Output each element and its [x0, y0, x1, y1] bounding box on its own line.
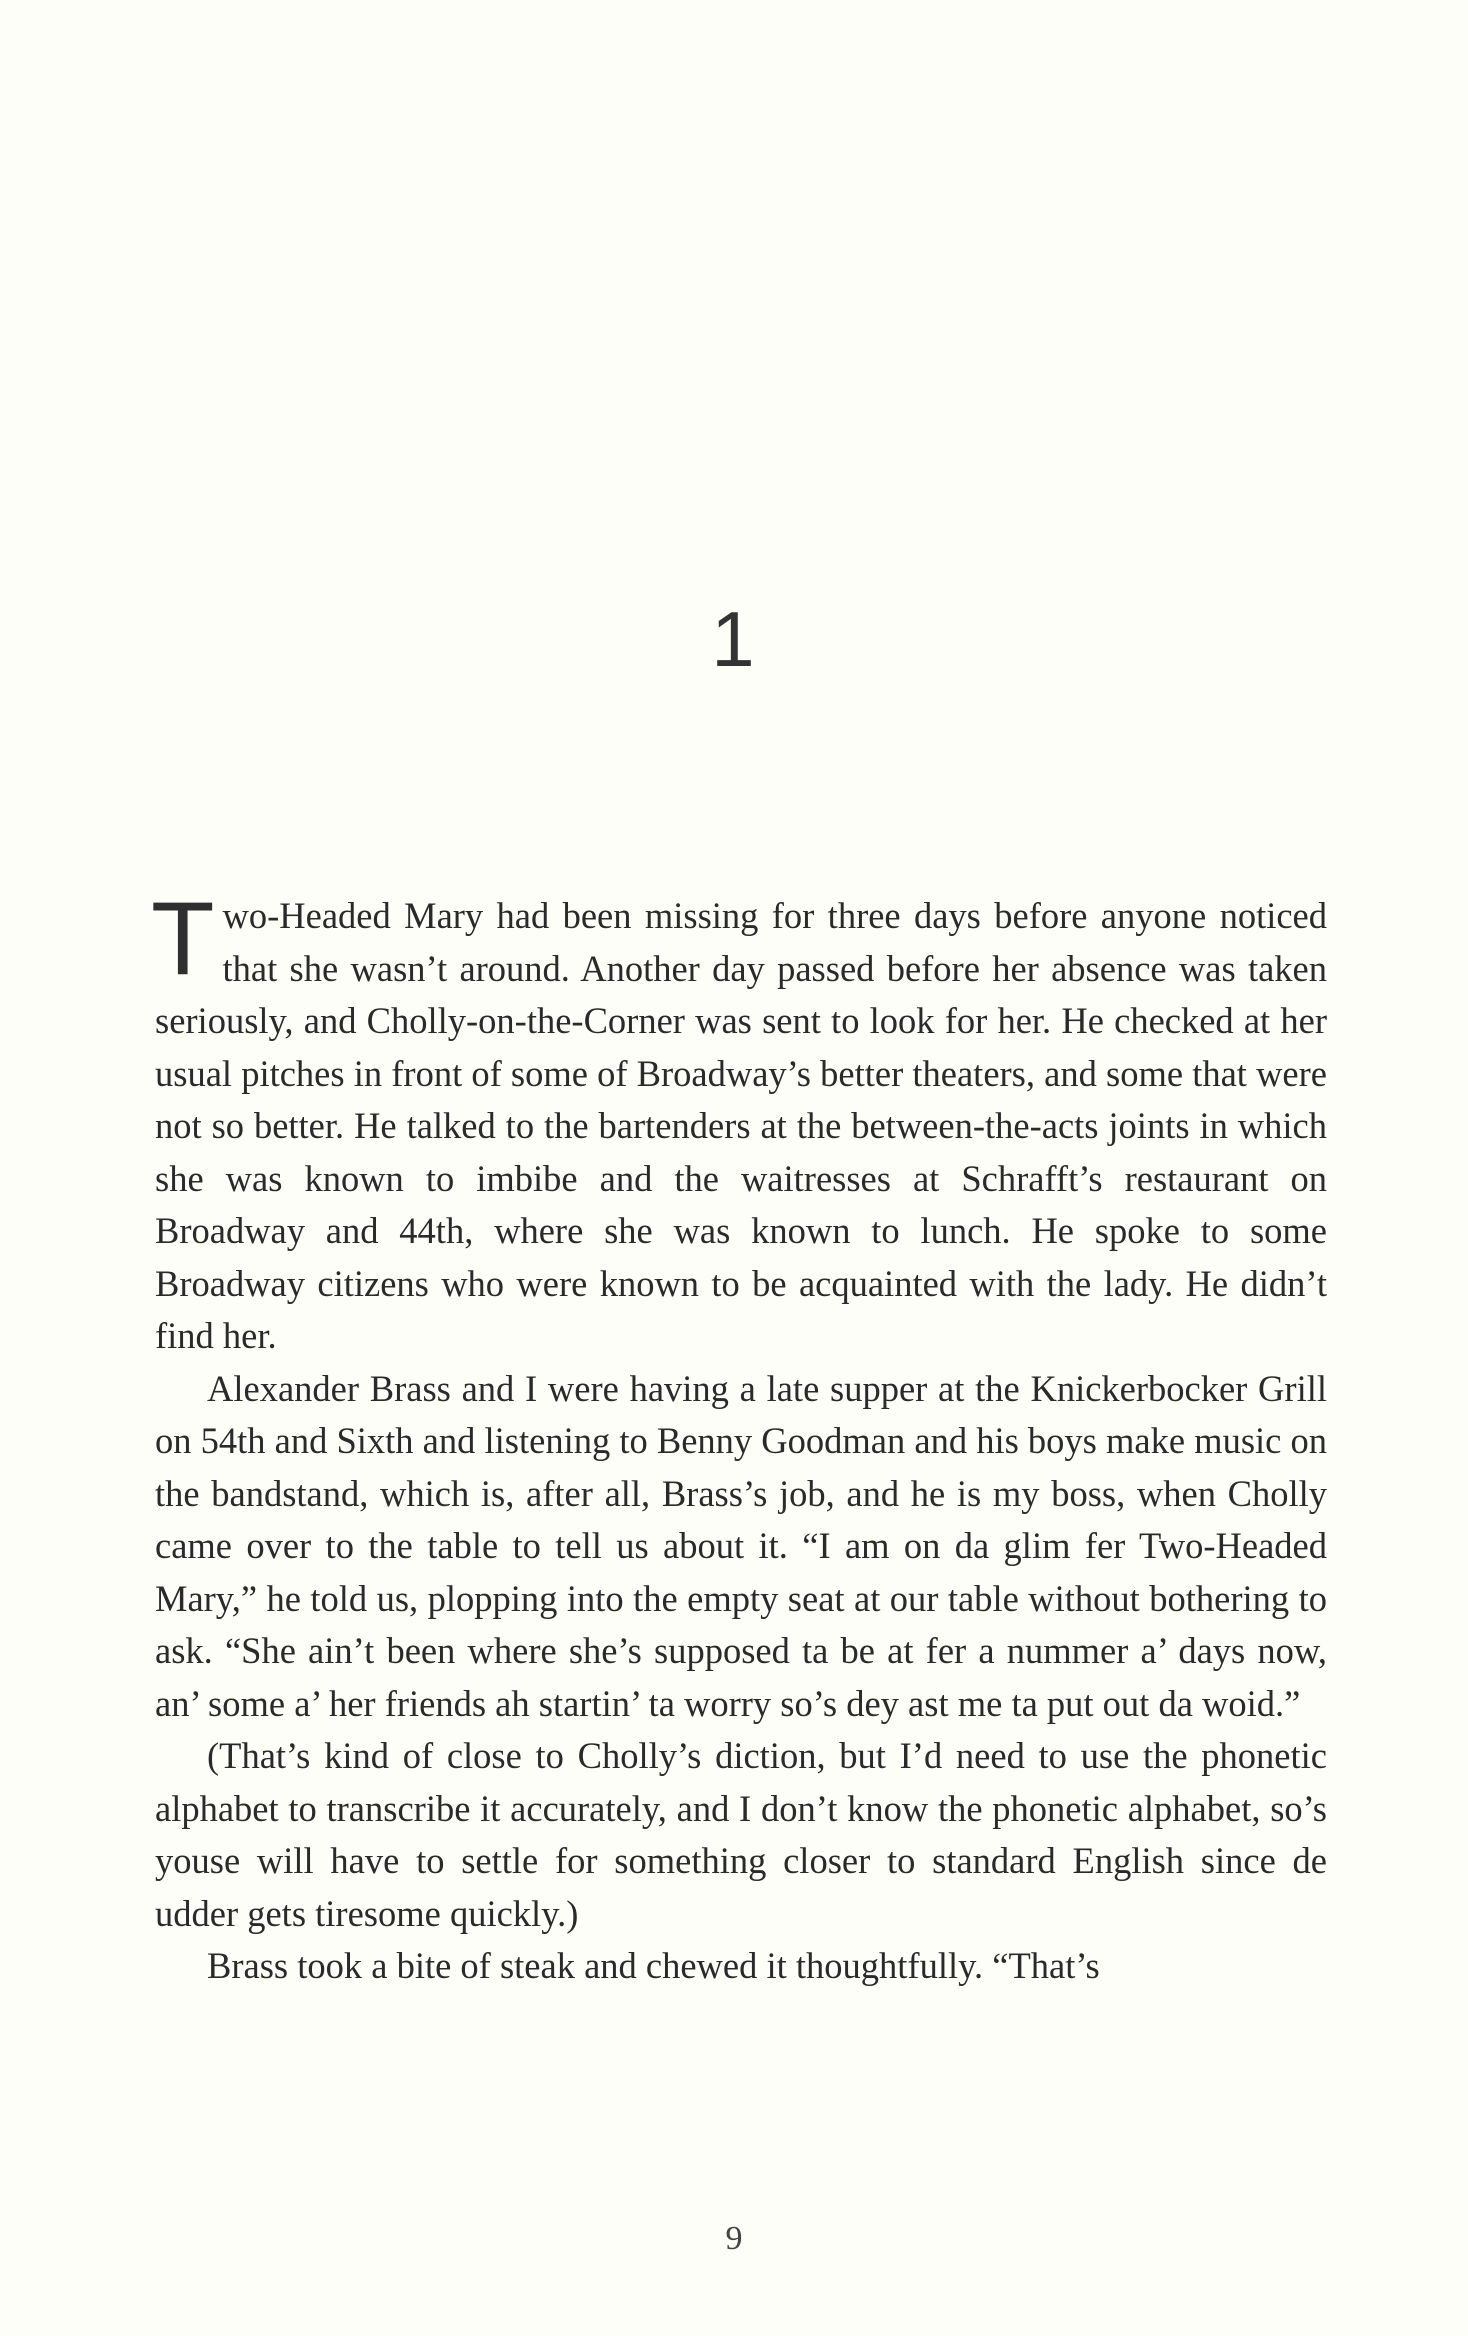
paragraph-1 [151, 881, 1327, 1363]
chapter-number: 1 [711, 595, 755, 683]
body-text [151, 881, 1327, 1993]
drop-cap: T [151, 881, 215, 997]
paragraph-2: Alexander Brass and I were having a late supper at the Knickerbocker Grill on 54th and Sixth and listening to Benny Goodman and his boys make music on the bandstand, which is, after all, Brass’s job, and he is my boss, when Cholly came over to the table to tell us about it. “I am on da glim fer Two-Headed Mary,” he told us, plopping into the empty seat at our table without bothering to ask. “She ain’t been where she’s supposed ta be at fer a nummer a’ days now, an’ some a’ her friends ah startin’ ta worry so’s dey ast me ta put out da woid.” [155, 1367, 1327, 1724]
page-number: 9 [725, 2220, 743, 2257]
paragraph-1-text: wo-Headed Mary had been missing for three days before anyone noticed that she wasn’t around. Another day passed before her absence was taken seriously, and Cholly-on-the-Corner was sent to look for her. He checked at her usual pitches in front of some of Broadway’s better theaters, and some that were not so better. He talked to the bartenders at the between-the-acts joints in which she was known to imbibe and the waitresses at Schrafft’s restaurant on Broadway and 44th, where she was known to lunch. He spoke to some Broadway citizens who were known to be acquainted with the lady. He didn’t find her. [155, 895, 1327, 1356]
paragraph-3: (That’s kind of close to Cholly’s diction, but I’d need to use the phonetic alphabet to transcribe it accurately, and I don’t know the phonetic alphabet, so’s youse will have to settle for something closer to standard English since de udder gets tiresome quickly.) [155, 1735, 1327, 1934]
paragraph-4: Brass took a bite of steak and chewed it thoughtfully. “That’s [207, 1945, 1100, 1986]
